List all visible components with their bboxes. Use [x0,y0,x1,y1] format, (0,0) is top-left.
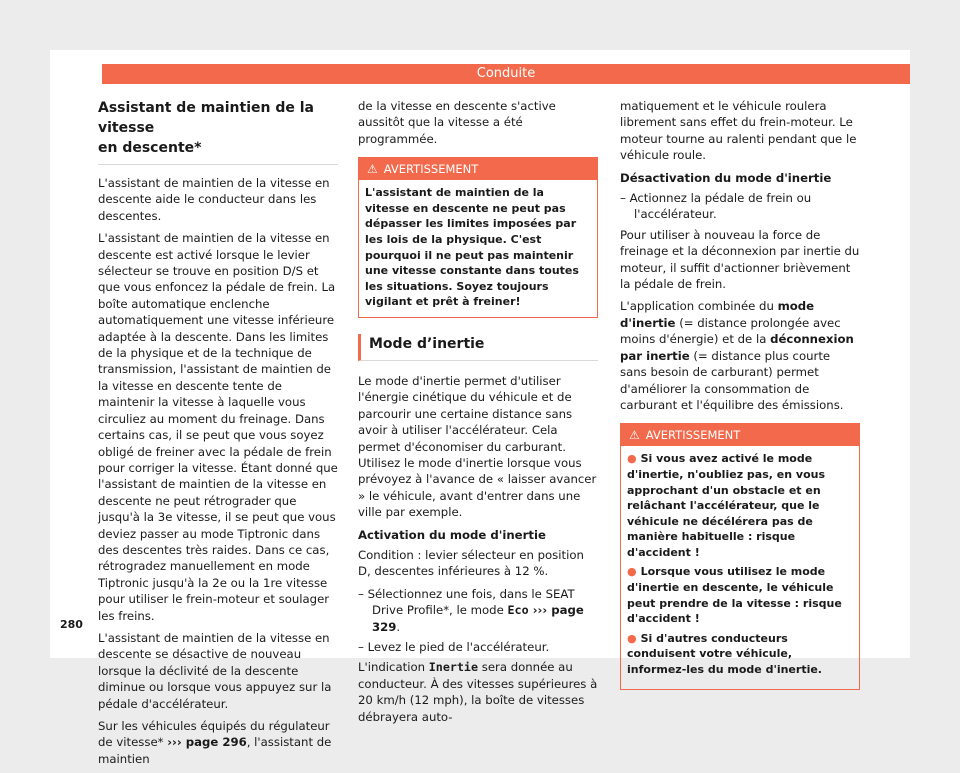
chapter-header: Conduite [102,64,910,84]
warning-triangle-icon: ⚠ [367,162,378,177]
list-item: – Actionnez la pédale de frein ou l'accélérateur. [620,191,812,222]
paragraph: L'assistant de maintien de la vitesse en descente est activé lorsque le levier sélecteur se trouve en position D/S et que vous enfoncez la pédale de frein. La boîte automatique enclenche automatiquement une vitesse inférieure adaptée à la descente. Dans les limites de la physique et de la technique de transmission, l'assistant de maintien de la vitesse en descente tente de maintenir la vitesse à laquelle vous circuliez au moment du freinage. Dans certains cas, il se peut que vous soyez obligé de freiner avec la pédale de frein pour corriger la vitesse. Étant donné que l'assistant de maintien de la vitesse en descente ne peut rétrograder que jusqu'à la 3e vitesse, il se peut que vous deviez passer au mode Tiptronic dans des descentes très raides. Dans ce cas, rétrogradez manuellement en mode Tiptronic jusqu'à la 2e ou la 1re vitesse pour utiliser le frein-moteur et soulager les freins. [98,231,338,623]
warning-text: L'assistant de maintien de la vitesse en descente ne peut pas dépasser les limites imposées par les lois de la physique. C'est pourquoi il ne peut pas maintenir une vitesse constante dans toutes les situations. Soyez toujours vigilant et prêt à freiner! [365,186,579,309]
warning-triangle-icon: ⚠ [629,428,640,443]
column-2 [358,98,598,731]
manual-page [50,50,910,766]
paragraph: Le mode d'inertie permet d'utiliser l'énergie cinétique du véhicule et de parcourir une certaine distance sans avoir à utiliser l'accélérateur. Cela permet d'économiser du carburant. Utilisez le mode d'inertie lorsque vous prévoyez à l'avance de « laisser avancer » le véhicule, avant d'entrer dans une ville par exemple. [358,373,597,520]
column-3 [620,98,860,702]
paragraph: L'assistant de maintien de la vitesse en descente se désactive de nouveau lorsque la déclivité de la descente diminue ou lorsque vous appuyez sur la pédale d'accélérateur. [98,630,332,711]
warning-item: ● Si d'autres conducteurs conduisent votre véhicule, informez-les du mode d'inertie. [627,631,822,677]
paragraph: matiquement et le véhicule roulera librement sans effet du frein-moteur. Le moteur tourne au ralenti pendant que le véhicule roule. [620,99,857,163]
page-reference-link[interactable]: ››› page 329 [372,603,584,634]
paragraph: Sur les véhicules équipés du régulateur de vitesse* ››› page 296, l'assistant de maintien [98,719,332,766]
warning-header: ⚠ AVERTISSEMENT [359,158,597,180]
warning-box [358,157,598,318]
warning-item: ● Lorsque vous utilisez le mode d'inertie en descente, le véhicule peut prendre de la vitesse : risque d'accident ! [627,565,842,626]
subheading: Activation du mode d'inertie [358,527,546,542]
display-code: Inertie [428,660,479,675]
page-reference-link[interactable]: ››› page 296 [167,735,247,750]
paragraph: L'indication Inertie sera donnée au conducteur. À des vitesses supérieures à 20 km/h (12 mph), la boîte de vitesses débrayera auto- [358,660,598,724]
warning-header: ⚠ AVERTISSEMENT [621,424,859,446]
display-code: Eco [507,603,529,618]
bullet-icon: ● [627,565,637,579]
list-item: – Sélectionnez une fois, dans le SEAT Drive Profile*, le mode Eco ››› page 329. [358,586,584,634]
bullet-icon: ● [627,631,637,645]
subheading: Désactivation du mode d'inertie [620,170,832,185]
bullet-icon: ● [627,452,637,466]
paragraph: de la vitesse en descente s'active aussitôt que la vitesse a été programmée. [358,99,556,146]
warning-box [620,423,860,689]
list-item: – Levez le pied de l'accélérateur. [358,640,550,655]
section-title-hill-descent: Assistant de maintien de la vitesse en descente* [98,98,338,165]
section-title-coasting: Mode d’inertie [358,334,598,361]
warning-item: ● Si vous avez activé le mode d'inertie, n'oubliez pas, en vous approchant d'un obstacle et en relâchant l'accélérateur, que le véhicule ne décélérera pas de manière habituelle : risque d'accident ! [627,452,825,559]
warning-text [621,446,859,688]
paragraph: L'assistant de maintien de la vitesse en descente aide le conducteur dans les descentes. [98,176,330,223]
page-number: 280 [60,618,83,631]
paragraph: Pour utiliser à nouveau la force de freinage et la déconnexion par inertie du moteur, il suffit d'actionner brièvement la pédale de frein. [620,227,860,292]
paragraph: Condition : levier sélecteur en position D, descentes inférieures à 12 %. [358,548,584,579]
paragraph: L'application combinée du mode d'inertie (= distance prolongée avec moins d'énergie) et de la déconnexion par inertie (= distance plus courte sans besoin de carburant) permet d'améliorer la consommation de carburant et l'équilibre des émissions. [620,299,854,412]
column-1 [98,98,338,773]
